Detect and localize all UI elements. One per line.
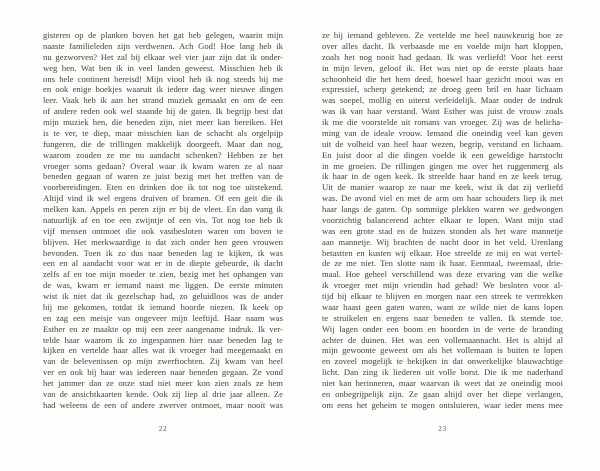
text-line: tijd bij elkaar te blijven en morgen naar een streek te vertrekken: [322, 291, 563, 301]
page-right: [322, 0, 563, 471]
text-line: en zag een meisje van ongeveer mijn leeftijd. Haar naam was: [43, 312, 283, 323]
text-line: ver en ook bij haar was iedereen naar beneden gegaan. Ze vond: [43, 367, 283, 378]
page-left: [43, 0, 283, 471]
text-line: En juist door al die dingen voelde ik een geweldige hartstocht: [322, 149, 563, 160]
page-right-number: 23: [438, 424, 447, 433]
text-line: en zoveel mogelijk te bekijken in dat onwerkelijke blauwachtige: [322, 356, 563, 367]
text-line: ik vroeger met mijn vriendin had gehad! We besloten voor al-: [322, 280, 563, 291]
text-line: Uit de manier waarop ze naar me keek, wist ik dat zij verliefd: [322, 182, 563, 193]
page-left-number: 22: [158, 424, 168, 433]
text-line: voorbereidingen. Eten en drinken doe ik tot nog toe uitstekend.: [43, 182, 283, 193]
text-line: wist ik niet dat ik gezelschap had, zo geluidloos was de ander: [43, 291, 283, 301]
text-line: of andere reden ook wel staande bij de gaten. Ik begrijp best dat: [43, 106, 283, 117]
text-line: de ze me niet. Ten slotte nam ik haar. Eenmaal, tweemaal, drie-: [322, 258, 563, 269]
text-line: achter de duinen. Het was een vollemaannacht. Het is altijd al: [322, 334, 563, 345]
text-line: leer. Vaak heb ik aan het strand muziek gemaakt en om de een: [43, 95, 283, 106]
text-line: gisteren op de planken boven het gat heb gelegen, waarin mijn: [43, 30, 283, 40]
text-line: de was, kwam er iemand naast me liggen. De eerste minuten: [43, 280, 283, 291]
text-line: expressief, scherp getekend; ze droeg geen bril en haar lichaam: [322, 84, 563, 95]
text-line: het jammer dan ze onze stad niet meer kon zien zoals ze hem: [43, 378, 283, 388]
text-line: van de belevenissen op mijn zwerftochten. Zij kwam van heel: [43, 356, 283, 367]
text-line: niet kan herinneren, maar waarvan ik weet dat ze oneindig mooi: [322, 378, 563, 388]
page-right-textblock: [322, 30, 563, 411]
text-line: over alles dacht. Ik verbaasde me en voelde mijn hart kloppen,: [322, 40, 563, 51]
text-line: bij me gekomen, totdat ik iemand hoorde niezen. Ik keek op: [43, 301, 283, 312]
text-line: maal. Hoe geheel verschillend was deze ervaring van die welke: [322, 269, 563, 280]
text-line: mijn gewoonte geweest om als het vollemaan is buiten te lopen: [322, 345, 563, 356]
text-line: in mijn leven, geloof ik. Het was niet op de eerste plaats haar: [322, 62, 563, 73]
text-line: schoonheid die het hem deed, hoewel haar gezicht mooi was en: [322, 73, 563, 84]
text-line: had weleens de een of andere zwerver ontmoet, maar nooit was: [43, 399, 283, 410]
text-line: uit de volheid van heel haar wezen, begrip, verstand en lichaam.: [322, 138, 563, 149]
text-line: waar haast geen gaten waren, want ze wilde niet de kans lopen: [322, 301, 563, 312]
text-line: in me groeien. De rillingen gingen me over het ruggenmerg als: [322, 160, 563, 171]
text-line: haar langs de gaten. Op sommige plekken waren we gedwongen: [322, 204, 563, 214]
text-line: bevonden. Toen ik zo dus naar beneden lag te kijken, ik was: [43, 247, 283, 258]
text-line: ik haar in de ogen keek. Ik streelde haar hand en ze keek terug.: [322, 171, 563, 182]
text-line: aan mannetje. Wij brachten de nacht door in het veld. Urenlang: [322, 236, 563, 247]
text-line: is te ver, te diep, maar misschien kan de schacht als orgelpijp: [43, 127, 283, 138]
text-line: en onbegrijpelijk zijn. Ze gaan altijd over het diepe verlangen,: [322, 388, 563, 399]
text-line: mijn muziek hen, die beneden zijn, niet meer kan bereiken. Het: [43, 117, 283, 127]
text-line: vroeger soms gedaan? Overal waar ik kwam waren ze al naar: [43, 160, 283, 171]
text-line: ze bij iemand gebleven. Ze vertelde me heel nauwkeurig hoe ze: [322, 30, 563, 40]
text-line: en ook enige boekjes waaruit ik iedere dag weer nieuwe dingen: [43, 84, 283, 95]
text-line: van de ansichtkaarten kende. Ook zij liep al drie jaar alleen. Ze: [43, 388, 283, 399]
text-line: vijf mensen ontmoet die ook vastbesloten waren om boven te: [43, 225, 283, 236]
text-line: naaste familieleden zijn verdwenen. Ach God! Hoe lang heb ik: [43, 40, 283, 51]
text-line: kijken en vertelde haar alles wat ik vroeger had meegemaakt en: [43, 345, 283, 356]
text-line: Wij lagen onder een boom en hoorden in de verte de branding: [322, 323, 563, 334]
text-line: om eens het geheim te mogen ontsluieren, waar ieder mens mee: [322, 399, 563, 410]
text-line: te struikelen en ergens naar beneden te vallen. Ik stemde toe.: [322, 312, 563, 323]
text-line: was ik van haar verstand. Want Esther was juist de vrouw zoals: [322, 106, 563, 117]
text-line: weg ben. Wat ben ik in veel landen geweest. Misschien heb ik: [43, 62, 283, 73]
text-line: blijven. Het merkwaardige is dat zich onder hen geen vrouwen: [43, 236, 283, 247]
text-line: waarom zouden ze me nu aandacht schenken? Hebben ze het: [43, 149, 283, 160]
text-line: fungeren, die de trillingen makkelijk doorgeeft. Maar dan nog,: [43, 138, 283, 149]
text-line: nu gezworven? Het zal bij elkaar wel vier jaar zijn dat ik onder-: [43, 51, 283, 62]
page-left-textblock: [43, 30, 283, 411]
text-line: ik me die voorstelde uit romans van vroeger. Zij was de belicha-: [322, 117, 563, 127]
text-line: ons hele continent bereisd! Mijn viool heb ik nog steeds bij me: [43, 73, 283, 84]
text-line: natuurlijk af en toe een zwijntje of een vis. Tot nog toe heb ik: [43, 214, 283, 225]
text-line: Esther en ze maakte op mij een zeer aangename indruk. Ik ver-: [43, 323, 283, 334]
text-line: Altijd vind ik wel ergens druiven of bramen. Of een geit die ik: [43, 193, 283, 204]
text-line: was soepel, mollig en uiterst verleidelijk. Maar onder de indruk: [322, 95, 563, 106]
text-line: voorzichtig balancerend achter elkaar te lopen. Want mijn stad: [322, 214, 563, 225]
text-line: betastten en kusten wij elkaar. Hoe streelde ze mij en wat vertel-: [322, 247, 563, 258]
text-line: licht. Dan zing ik liederen uit volle borst. Die ik me naderhand: [322, 367, 563, 378]
text-line: beneden gegaan of waren ze juist bezig met het treffen van de: [43, 171, 283, 182]
text-line: ming van de ideale vrouw. Iemand die oneindig veel kan geven: [322, 127, 563, 138]
text-line: een en al aandacht voor wat er in de diepte gebeurde, ik dacht: [43, 258, 283, 269]
text-line: zelfs af en toe mijn moeder te zien, bezig met het ophangen van: [43, 269, 283, 280]
text-line: telde haar waarom ik zo ingespannen hier naar beneden lag te: [43, 334, 283, 345]
text-line: was. De avond viel en met de arm om haar schouders liep ik met: [322, 193, 563, 204]
text-line: zoals het nog nooit had gedaan. Ik was verliefd! Voor het eerst: [322, 51, 563, 62]
text-line: was een grote stad en de huizen stonden als het ware mannetje: [322, 225, 563, 236]
text-line: melken kan. Appels en peren zijn er bij de vleet. En dan vang ik: [43, 204, 283, 214]
